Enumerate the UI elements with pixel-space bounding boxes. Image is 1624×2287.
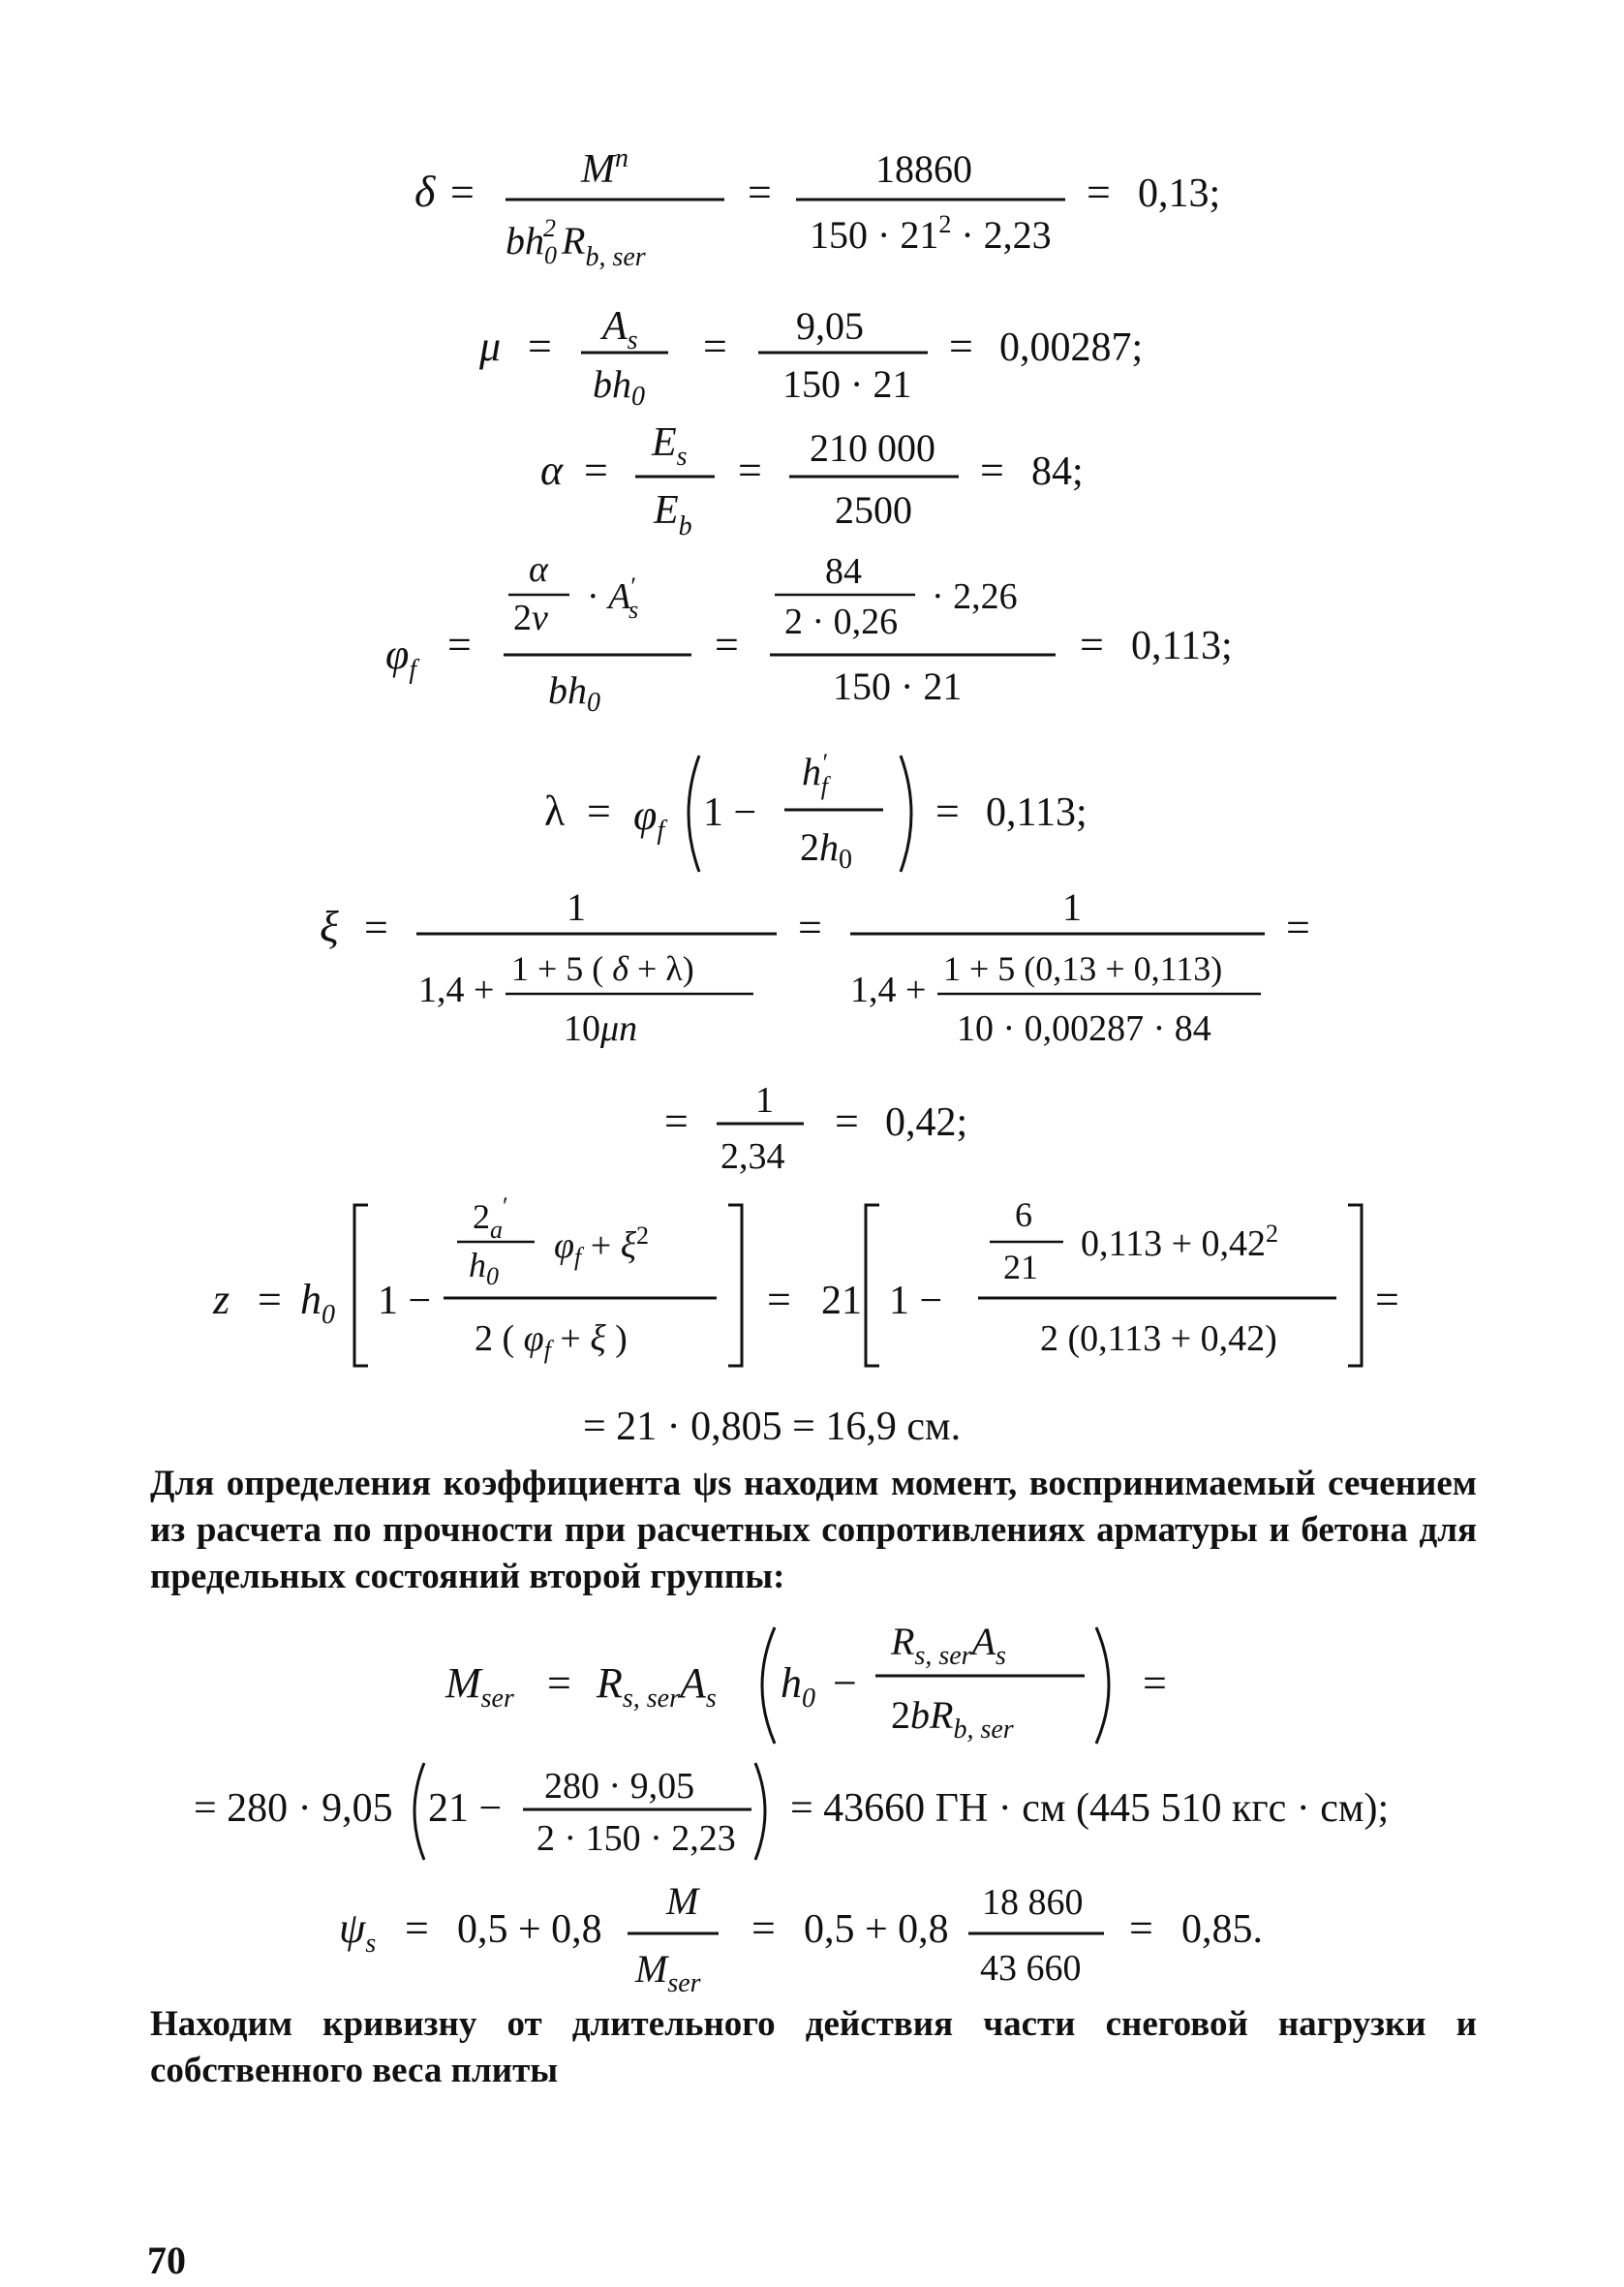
svg-text:1,4 +: 1,4 + [418, 970, 495, 1010]
svg-text:0,113;: 0,113; [986, 790, 1088, 835]
svg-text:1: 1 [755, 1080, 774, 1121]
svg-text:0,5 + 0,8: 0,5 + 0,8 [457, 1907, 602, 1952]
svg-text:1 −: 1 − [703, 790, 757, 835]
svg-text:Rs, serAs: $R_{s, ser}A_s$ [891, 1620, 1006, 1671]
svg-text:bh02Rb, ser: $bh_02$ $R_{b, ser}$ [506, 214, 646, 272]
svg-text:1: 1 [1062, 885, 1082, 929]
svg-text:· 2,26: · 2,26 [932, 576, 1018, 617]
svg-text:84;: 84; [1031, 449, 1084, 494]
svg-text:φf: $\varphi_f$ [633, 791, 665, 846]
svg-text:α: α [529, 549, 548, 590]
svg-text:=: = [715, 621, 739, 668]
svg-text:Mser: $M_{ser}$ [635, 1947, 701, 1998]
svg-text:h0: $h_0$ [781, 1659, 815, 1714]
svg-text:=: = [258, 1276, 282, 1323]
svg-text:0,00287;: 0,00287; [999, 325, 1144, 370]
page-number: 70 [147, 2239, 186, 2282]
svg-text:M: M [666, 1879, 699, 1923]
z-equation [212, 1192, 1399, 1449]
svg-text:φf + ξ2: $\varphi_f + \xi^2$ [554, 1221, 649, 1271]
phi-f-equation [385, 549, 1233, 718]
svg-text:210 000: 210 000 [810, 426, 935, 470]
svg-text:=: = [547, 1659, 571, 1707]
svg-text:1: 1 [567, 885, 586, 929]
svg-text:2,34: 2,34 [720, 1136, 785, 1177]
svg-text:φf: $\varphi_f$ [385, 631, 417, 685]
svg-text:bh0: $bh_0$ [548, 668, 600, 718]
psi-equation [339, 1879, 1263, 1998]
svg-text:h′f: h′ f [802, 749, 828, 800]
svg-text:9,05: 9,05 [796, 304, 864, 348]
svg-text:Es: $E_s$ [652, 420, 688, 472]
svg-text:10μn: 10μn [564, 1008, 638, 1049]
svg-text:21 −: 21 − [428, 1786, 503, 1831]
svg-text:0,113 + 0,422: $0,113 + 0,42^2$ [1081, 1220, 1279, 1264]
svg-text:=: = [450, 169, 475, 216]
svg-text:=: = [935, 788, 960, 835]
paragraph-intro-mser: Для определения коэффициента ψs находим момент, воспринимаемый сечением из расчета по прочности при расчетных сопротивлениях арматуры и бетона для предельных состояний второй группы: [150, 1464, 1477, 1596]
svg-text:2 · 0,26: 2 · 0,26 [784, 602, 899, 642]
svg-text:=: = [447, 621, 472, 668]
delta-equation [414, 143, 1220, 272]
svg-text:h0: $h_0$ [469, 1246, 499, 1290]
svg-text:= 280 · 9,05: = 280 · 9,05 [194, 1786, 393, 1831]
lambda-equation [544, 749, 1088, 875]
svg-text:0,113;: 0,113; [1131, 624, 1233, 668]
svg-text:=: = [767, 1276, 791, 1323]
mser-equation [194, 1620, 1389, 1860]
svg-text:1 −: 1 − [889, 1279, 943, 1323]
svg-text:h0: $h_0$ [300, 1276, 335, 1330]
svg-text:0,85.: 0,85. [1181, 1907, 1263, 1952]
svg-text:Mn: $M^n$ [581, 143, 628, 192]
svg-text:=: = [528, 323, 552, 370]
paragraph-curvature: Находим кривизну от длительного действия части снеговой нагрузки и собственного веса плиты [150, 2004, 1477, 2090]
svg-text:2 ( φf + ξ ): 2 ( $\varphi_f + \xi$ ) [475, 1318, 628, 1364]
svg-text:=: = [1143, 1659, 1167, 1707]
svg-text:z: z [213, 1276, 230, 1323]
svg-text:Eb: $E_b$ [654, 488, 692, 541]
svg-text:150 · 212 · 2,23: $150 \cdot 21^2 \cdot 2,23$ [810, 210, 1052, 257]
svg-text:=: = [587, 788, 611, 835]
svg-text:=: = [405, 1904, 429, 1952]
svg-text:1,4 +: 1,4 + [850, 970, 927, 1010]
svg-text:=: = [738, 447, 762, 494]
svg-text:10 · 0,00287 · 84: 10 · 0,00287 · 84 [957, 1008, 1211, 1049]
svg-text:0,42;: 0,42; [885, 1100, 968, 1145]
svg-text:0,5 + 0,8: 0,5 + 0,8 [804, 1907, 949, 1952]
svg-text:=: = [835, 1097, 859, 1145]
svg-text:−: − [833, 1659, 857, 1707]
svg-text:1 + 5 (0,13 + 0,113): 1 + 5 (0,13 + 0,113) [943, 949, 1223, 988]
svg-text:Rs, serAs: $R_{s, ser}A_s$ [597, 1659, 717, 1714]
svg-text:=: = [798, 904, 822, 951]
mu-equation [478, 304, 1143, 412]
svg-text:δ: δ [414, 167, 436, 216]
svg-text:150 · 21: 150 · 21 [833, 664, 963, 708]
svg-text:2 (0,113 + 0,42): 2 (0,113 + 0,42) [1040, 1318, 1277, 1359]
svg-text:= 43660 ГН · см (445 510 кгс ·: = 43660 ГН · см (445 510 кгс · см); [790, 1786, 1390, 1831]
svg-text:ψs: $\psi_s$ [339, 1904, 377, 1959]
svg-text:43 660: 43 660 [980, 1948, 1082, 1989]
svg-text:λ: λ [544, 788, 566, 835]
svg-text:2h0: $2h_0$ [800, 825, 852, 875]
svg-text:2bRb, ser: $2bR_{b, ser}$ [891, 1693, 1014, 1745]
svg-text:=: = [1286, 904, 1310, 951]
svg-text:280 · 9,05: 280 · 9,05 [544, 1766, 695, 1807]
svg-text:=: = [1080, 621, 1104, 668]
svg-text:0,13;: 0,13; [1138, 171, 1221, 216]
svg-text:1 −: 1 − [378, 1279, 432, 1323]
svg-text:21: 21 [821, 1279, 862, 1323]
svg-text:=: = [748, 169, 772, 216]
svg-text:=: = [751, 1904, 776, 1952]
svg-text:1 + 5 ( δ + λ): 1 + 5 ( δ + λ) [511, 949, 694, 988]
svg-text:· A′s: · A′ s [587, 572, 639, 624]
svg-text:150 · 21: 150 · 21 [782, 362, 912, 406]
svg-text:=: = [1375, 1276, 1399, 1323]
svg-text:=: = [703, 323, 727, 370]
svg-text:6: 6 [1015, 1195, 1032, 1234]
svg-text:= 21 · 0,805 = 16,9 см.: = 21 · 0,805 = 16,9 см. [583, 1405, 962, 1449]
svg-text:=: = [584, 447, 608, 494]
svg-text:2500: 2500 [835, 488, 912, 532]
svg-text:=: = [949, 323, 973, 370]
svg-text:=: = [1129, 1904, 1153, 1952]
svg-text:2ν: 2ν [513, 598, 548, 638]
svg-text:bh0: $bh_0$ [593, 362, 645, 412]
svg-text:18 860: 18 860 [982, 1882, 1084, 1923]
svg-text:=: = [980, 447, 1004, 494]
svg-text:2a′: $2_a'$ [473, 1192, 508, 1244]
svg-text:84: 84 [825, 551, 862, 592]
svg-text:α: α [540, 447, 564, 494]
svg-text:21: 21 [1003, 1248, 1038, 1286]
svg-text:18860: 18860 [875, 147, 972, 191]
svg-text:As: $A_s$ [602, 304, 638, 355]
alpha-equation [540, 420, 1084, 541]
svg-text:μ: μ [479, 323, 502, 370]
svg-text:Mser: $M_{ser}$ [445, 1659, 514, 1714]
svg-text:2 · 150 · 2,23: 2 · 150 · 2,23 [536, 1818, 736, 1859]
svg-text:ξ: ξ [320, 902, 339, 951]
svg-text:=: = [364, 904, 388, 951]
xi-equation [320, 885, 1310, 1177]
svg-text:=: = [664, 1097, 689, 1145]
svg-text:=: = [1087, 169, 1111, 216]
